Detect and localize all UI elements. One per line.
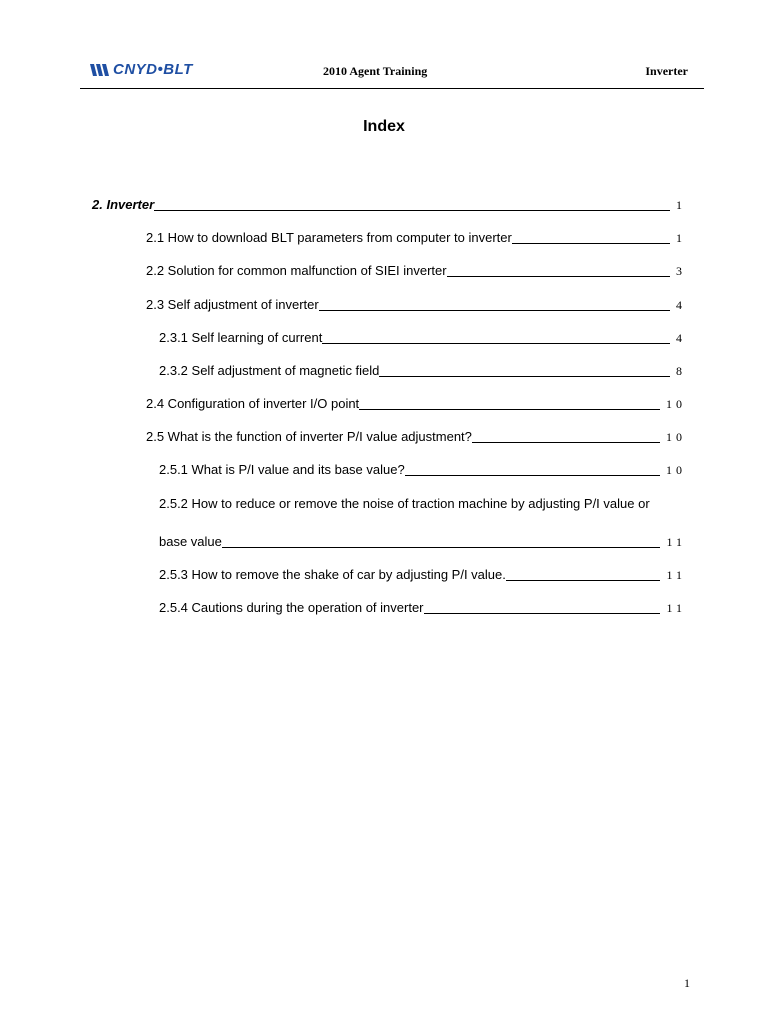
toc-entry-text: 2.5.4 Cautions during the operation of inverter bbox=[159, 600, 424, 615]
toc-entry-text: 2.4 Configuration of inverter I/O point bbox=[146, 396, 360, 411]
toc-entry[interactable] bbox=[159, 363, 686, 379]
toc-page: 3 bbox=[676, 264, 686, 278]
toc-entry-text: 2.5 What is the function of inverter P/I value adjustment? bbox=[146, 429, 472, 444]
toc-entry[interactable] bbox=[146, 396, 686, 412]
toc-entry-continuation: base value bbox=[159, 534, 222, 549]
toc-leader bbox=[379, 376, 670, 377]
toc-entry[interactable] bbox=[146, 429, 686, 445]
logo-mark-icon bbox=[90, 64, 112, 76]
toc-entry-text: 2. Inverter bbox=[92, 197, 155, 212]
toc-entry[interactable] bbox=[159, 600, 686, 616]
toc-entry[interactable] bbox=[146, 263, 686, 279]
toc-entry-text: 2.2 Solution for common malfunction of SIEI inverter bbox=[146, 263, 447, 278]
toc-entry-text: 2.3.2 Self adjustment of magnetic field bbox=[159, 363, 380, 378]
toc-entry[interactable] bbox=[159, 462, 686, 478]
logo-text: CNYD•BLT bbox=[113, 61, 193, 78]
toc-page: 8 bbox=[676, 364, 686, 378]
toc-leader bbox=[319, 310, 670, 311]
toc-entry[interactable] bbox=[92, 197, 686, 213]
toc-entry-text: 2.1 How to download BLT parameters from computer to inverter bbox=[146, 230, 512, 245]
page-number: 1 bbox=[684, 976, 690, 990]
company-logo bbox=[90, 61, 193, 78]
toc-entry[interactable] bbox=[146, 297, 686, 313]
toc-entry[interactable] bbox=[146, 230, 686, 246]
toc-page: 11 bbox=[666, 568, 686, 582]
toc-page: 4 bbox=[676, 298, 686, 312]
toc-page: 4 bbox=[676, 331, 686, 345]
toc-page: 1 bbox=[676, 231, 686, 245]
toc-page: 11 bbox=[666, 535, 686, 549]
toc-entry-text: 2.5.1 What is P/I value and its base value? bbox=[159, 462, 405, 477]
toc-leader bbox=[472, 442, 660, 443]
toc-entry-text: 2.3 Self adjustment of inverter bbox=[146, 297, 319, 312]
toc-page: 11 bbox=[666, 601, 686, 615]
toc-page: 10 bbox=[666, 463, 686, 477]
toc-entry-text: 2.3.1 Self learning of current bbox=[159, 330, 323, 345]
toc-leader bbox=[154, 210, 670, 211]
toc-entry[interactable] bbox=[159, 330, 686, 346]
toc-entry[interactable] bbox=[159, 567, 686, 583]
toc-leader bbox=[512, 243, 670, 244]
header-section: Inverter bbox=[645, 64, 688, 78]
toc-entry-text: 2.5.3 How to remove the shake of car by adjusting P/I value. bbox=[159, 567, 506, 582]
toc-page: 10 bbox=[666, 430, 686, 444]
toc-leader bbox=[359, 409, 660, 410]
toc-page: 10 bbox=[666, 397, 686, 411]
toc-entry[interactable] bbox=[159, 534, 686, 550]
toc-leader bbox=[405, 475, 660, 476]
page-header bbox=[80, 58, 704, 89]
toc-leader bbox=[447, 276, 670, 277]
toc-leader bbox=[424, 613, 661, 614]
toc-page: 1 bbox=[676, 198, 686, 212]
page-title: Index bbox=[363, 118, 405, 135]
toc-leader bbox=[322, 343, 670, 344]
toc-leader bbox=[506, 580, 661, 581]
header-title: 2010 Agent Training bbox=[323, 64, 428, 78]
toc-leader bbox=[222, 547, 661, 548]
toc-entry-text[interactable]: 2.5.2 How to reduce or remove the noise of traction machine by adjusting P/I value or bbox=[159, 496, 650, 511]
